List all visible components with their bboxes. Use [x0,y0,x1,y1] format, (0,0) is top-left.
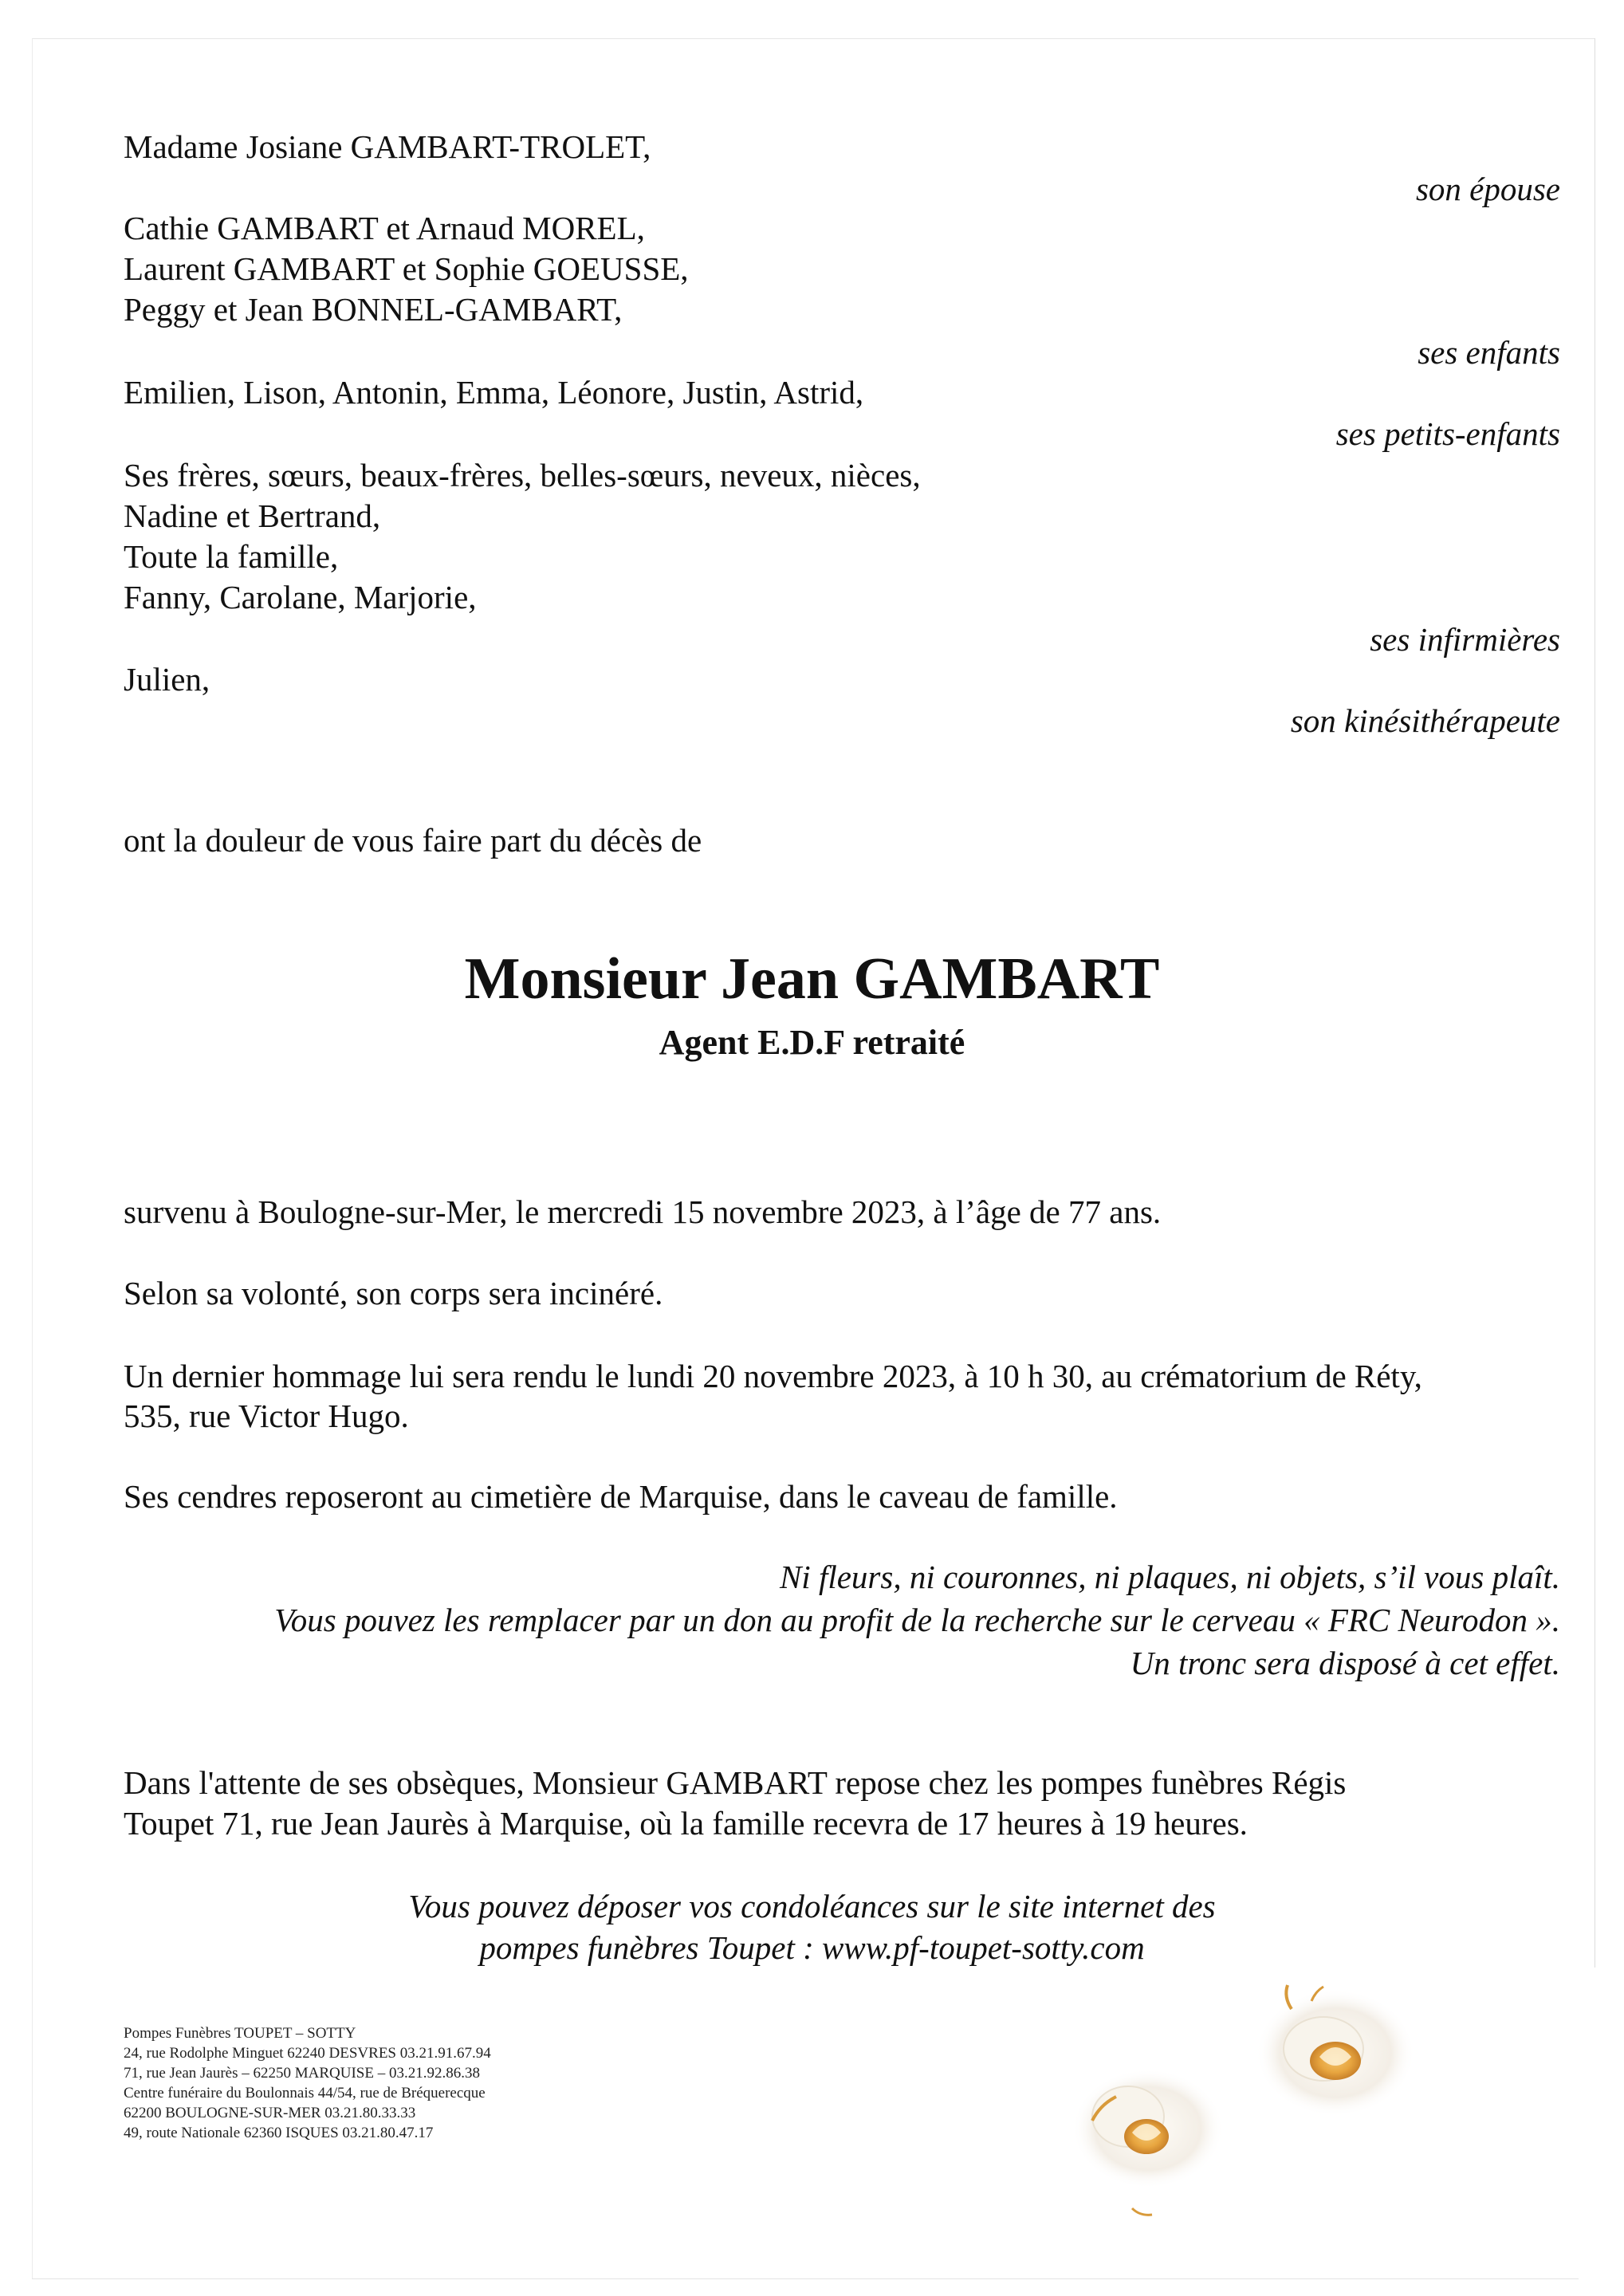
physio-name: Julien, [124,661,210,698]
page-border-bottom [32,2278,1579,2279]
nurses-role: ses infirmières [1370,621,1560,658]
spouse-name: Madame Josiane GAMBART-TROLET, [124,128,651,165]
deceased-name: Monsieur Jean GAMBART [464,946,1160,1012]
footer-centre: Centre funéraire du Boulonnais 44/54, rue de Bréquerecque [124,2085,486,2101]
funeral-home-contacts [124,2023,491,2143]
child-2: Laurent GAMBART et Sophie GOEUSSE, [124,250,689,287]
tribute-line-1: Un dernier hommage lui sera rendu le lundi 20 novembre 2023, à 10 h 30, au crématorium de Réty, [124,1358,1422,1394]
relatives-line-2: Nadine et Bertrand, [124,497,381,534]
grandchildren-role: ses petits-enfants [1335,415,1560,452]
cremation-note: Selon sa volonté, son corps sera incinéré. [124,1275,663,1311]
condolences-line-1: Vous pouvez déposer vos condoléances sur le site internet des [408,1888,1216,1924]
orchid-decoration-image [1052,1977,1595,2240]
ashes-note: Ses cendres reposeront au cimetière de Marquise, dans le caveau de famille. [124,1478,1118,1515]
tribute-line-2: 535, rue Victor Hugo. [124,1398,409,1434]
footer-boulogne: 62200 BOULOGNE-SUR-MER 03.21.80.33.33 [124,2105,416,2121]
announcement: ont la douleur de vous faire part du décès de [124,822,702,859]
nurses-names: Fanny, Carolane, Marjorie, [124,579,477,615]
child-3: Peggy et Jean BONNEL-GAMBART, [124,291,623,328]
viewing-line-1: Dans l'attente de ses obsèques, Monsieur GAMBART repose chez les pompes funèbres Régis [124,1764,1347,1801]
donation-request: Vous pouvez les remplacer par un don au profit de la recherche sur le cerveau « FRC Neurodon ». [274,1602,1560,1638]
relatives-line-3: Toute la famille, [124,538,339,575]
child-1: Cathie GAMBART et Arnaud MOREL, [124,210,645,246]
no-flowers-request: Ni fleurs, ni couronnes, ni plaques, ni objets, s’il vous plaît. [779,1559,1560,1595]
footer-company: Pompes Funèbres TOUPET – SOTTY [124,2025,356,2042]
condolences-line-2: pompes funèbres Toupet : www.pf-toupet-sotty.com [479,1929,1145,1966]
death-details: survenu à Boulogne-sur-Mer, le mercredi 15 novembre 2023, à l’âge de 77 ans. [124,1193,1162,1230]
orchid-left [1072,2069,1224,2215]
footer-isques: 49, route Nationale 62360 ISQUES 03.21.80.47.17 [124,2125,434,2141]
physio-role: son kinésithérapeute [1290,702,1560,739]
orchid-right [1256,1985,1415,2117]
grandchildren: Emilien, Lison, Antonin, Emma, Léonore, Justin, Astrid, [124,374,864,411]
footer-desvres: 24, rue Rodolphe Minguet 62240 DESVRES 03.21.91.67.94 [124,2045,491,2062]
collection-box-note: Un tronc sera disposé à cet effet. [1130,1645,1560,1681]
footer-marquise: 71, rue Jean Jaurès – 62250 MARQUISE – 03.21.92.86.38 [124,2065,480,2082]
spouse-role: son épouse [1415,171,1560,207]
relatives-line-1: Ses frères, sœurs, beaux-frères, belles-sœurs, neveux, nièces, [124,457,921,493]
children-role: ses enfants [1418,334,1560,371]
deceased-title: Agent E.D.F retraité [659,1023,965,1062]
viewing-line-2: Toupet 71, rue Jean Jaurès à Marquise, où la famille recevra de 17 heures à 19 heures. [124,1805,1248,1842]
